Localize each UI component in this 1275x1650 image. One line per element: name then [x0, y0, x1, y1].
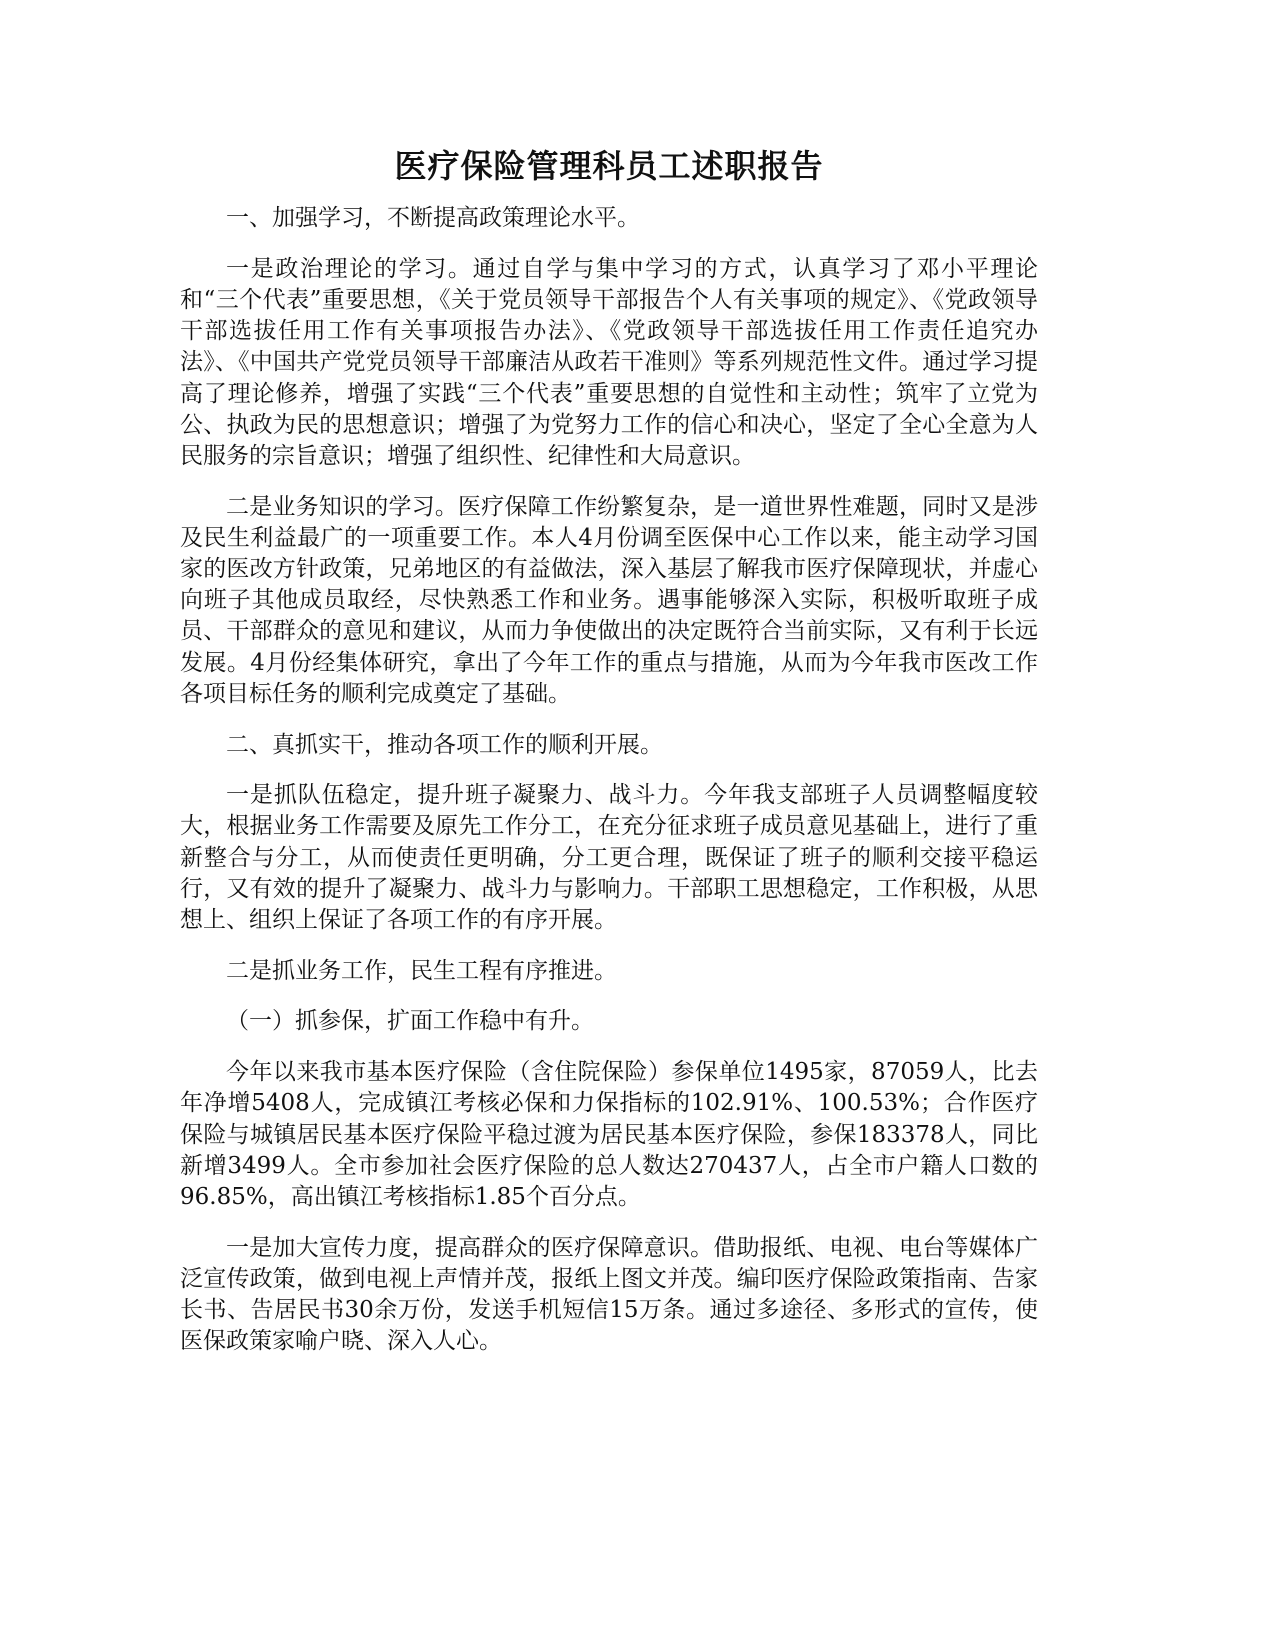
spacer	[180, 936, 1038, 956]
spacer	[180, 472, 1038, 492]
paragraph-team-stability: 一是抓队伍稳定，提升班子凝聚力、战斗力。今年我支部班子人员调整幅度较大，根据业务工作需要及原先工作分工，在充分征求班子成员意见基础上，进行了重新整合与分工，从而使责任更明确，分工更合理，既保证了班子的顺利交接平稳运行，又有效的提升了凝聚力、战斗力与影响力。干部职工思想稳定，工作积极，从思想上、组织上保证了各项工作的有序开展。	[180, 782, 1038, 934]
spacer	[180, 234, 1038, 254]
paragraph-political-study: 一是政治理论的学习。通过自学与集中学习的方式，认真学习了邓小平理论和“三个代表”重要思想，《关于党员领导干部报告个人有关事项的规定》、《党政领导干部选拔任用工作有关事项报告办法》、《党政领导干部选拔任用工作责任追究办法》、《中国共产党党员领导干部廉洁从政若干准则》等系列规范性文件。通过学习提高了理论修养，增强了实践“三个代表”重要思想的自觉性和主动性；筑牢了立党为公、执政为民的思想意识；增强了为党努力工作的信心和决心，坚定了全心全意为人民服务的宗旨意识；增强了组织性、纪律性和大局意识。	[180, 255, 1038, 469]
document-page	[180, 0, 1038, 1358]
spacer	[180, 1213, 1038, 1233]
subheading-enrollment: （一）抓参保，扩面工作稳中有升。	[226, 1008, 594, 1035]
spacer	[180, 710, 1038, 730]
spacer	[180, 190, 1038, 203]
spacer	[180, 1038, 1038, 1058]
paragraph-enrollment-stats: 今年以来我市基本医疗保险（含住院保险）参保单位1495家，87059人，比去年净增5408人，完成镇江考核必保和力保指标的102.91%、100.53%；合作医疗保险与城镇居民基本医疗保险平稳过渡为居民基本医疗保险，参保183378人，同比新增3499人。全市参加社会医疗保险的总人数达270437人，占全市户籍人口数的96.85%，高出镇江考核指标1.85个百分点。	[180, 1059, 1038, 1210]
section-heading-1: 一、加强学习，不断提高政策理论水平。	[226, 205, 640, 231]
spacer	[180, 987, 1038, 1007]
subheading-business-work: 二是抓业务工作，民生工程有序推进。	[226, 957, 617, 984]
section-heading-2: 二、真抓实干，推动各项工作的顺利开展。	[226, 731, 663, 758]
paragraph-business-study: 二是业务知识的学习。医疗保障工作纷繁复杂，是一道世界性难题，同时又是涉及民生利益最广的一项重要工作。本人4月份调至医保中心工作以来，能主动学习国家的医改方针政策，兄弟地区的有益做法，深入基层了解我市医疗保障现状，并虚心向班子其他成员取经，尽快熟悉工作和业务。遇事能够深入实际，积极听取班子成员、干部群众的意见和建议，从而力争使做出的决定既符合当前实际，又有利于长远发展。4月份经集体研究，拿出了今年工作的重点与措施，从而为今年我市医改工作各项目标任务的顺利完成奠定了基础。	[180, 493, 1038, 707]
spacer	[180, 761, 1038, 781]
paragraph-publicity: 一是加大宣传力度，提高群众的医疗保障意识。借助报纸、电视、电台等媒体广泛宣传政策，做到电视上声情并茂，报纸上图文并茂。编印医疗保险政策指南、告家长书、告居民书30余万份，发送手机短信15万条。通过多途径、多形式的宣传，使医保政策家喻户晓、深入人心。	[180, 1234, 1038, 1355]
document-title: 医疗保险管理科员工述职报告	[394, 147, 824, 185]
